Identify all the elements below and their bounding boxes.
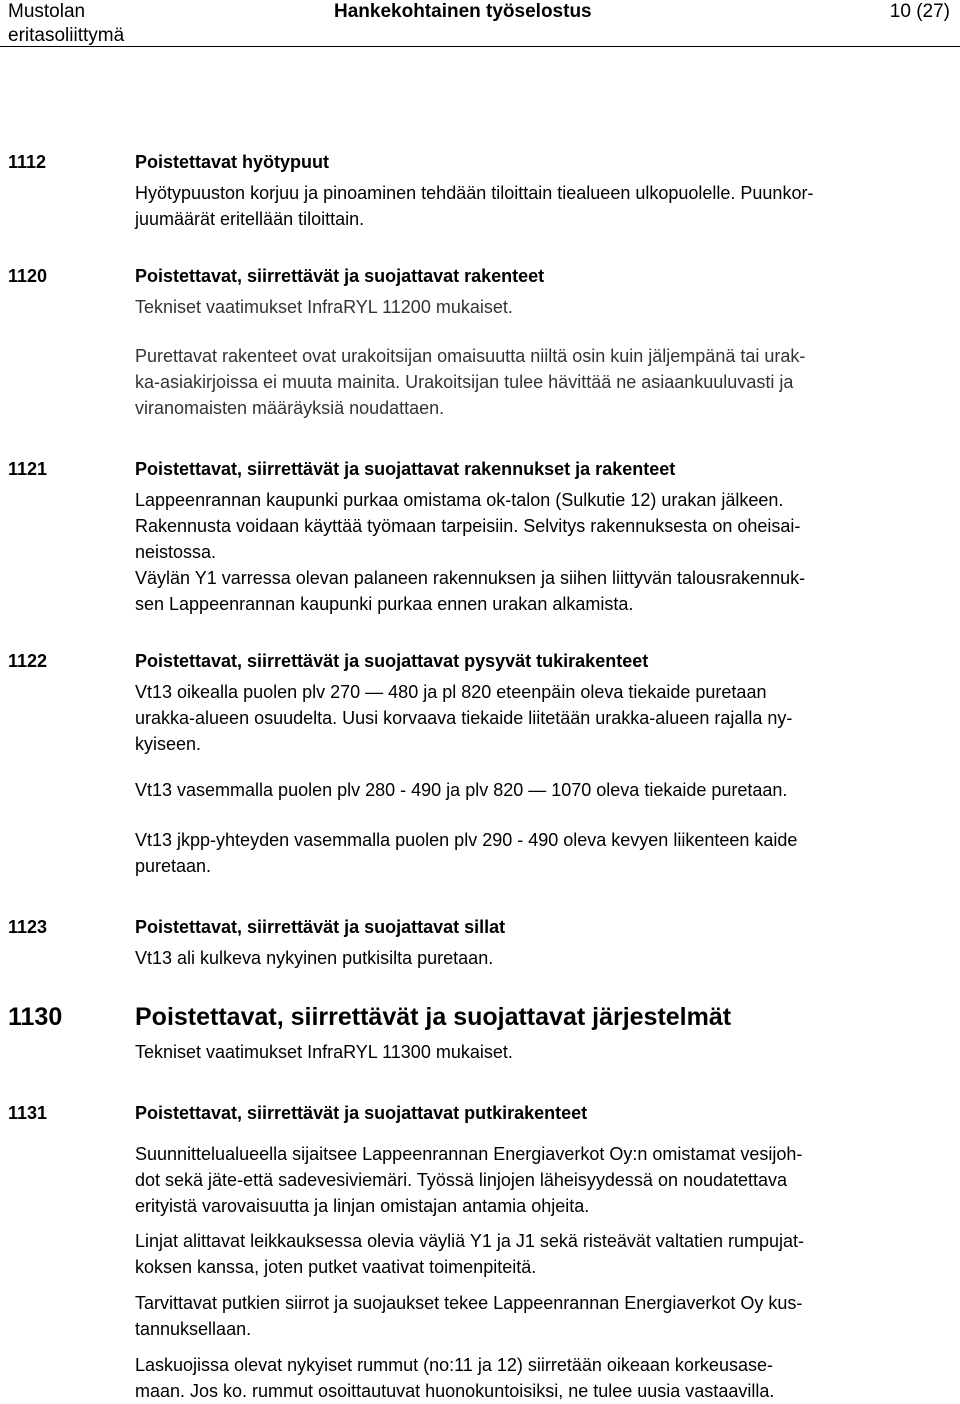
text-line: puretaan. (135, 856, 212, 876)
paragraph (135, 487, 935, 617)
paragraph (135, 777, 935, 803)
text-line: erityistä varovaisuutta ja linjan omistajan antamia ohjeita. (135, 1196, 590, 1216)
text-line: neistossa. (135, 542, 217, 562)
text-line: Vt13 oikealla puolen plv 270 — 480 ja pl 820 eteenpäin oleva tiekaide puretaan (135, 682, 767, 702)
header-org-line1: Mustolan (8, 1, 86, 22)
text-line: Tarvittavat putkien siirrot ja suojaukset tekee Lappeenrannan Energiaverkot Oy kus- (135, 1293, 803, 1313)
section-number: 1130 (8, 1003, 63, 1031)
paragraph (135, 827, 935, 879)
paragraph (135, 945, 935, 971)
section-number: 1122 (8, 651, 48, 671)
text-line: koksen kanssa, joten putket vaativat toimenpiteitä. (135, 1257, 537, 1277)
paragraph (135, 294, 935, 320)
text-line: maan. Jos ko. rummut osoittautuvat huonokuntoisiksi, ne tulee uusia vastaavilla. (135, 1381, 775, 1401)
section-title: Poistettavat hyötypuut (135, 152, 330, 172)
paragraph (135, 1352, 935, 1404)
paragraph (135, 1141, 935, 1219)
header-org-line2: eritasoliittymä (8, 25, 125, 46)
page-header (0, 0, 960, 47)
paragraph (135, 1228, 935, 1280)
section-number: 1131 (8, 1103, 48, 1123)
text-line: viranomaisten määräyksiä noudattaen. (135, 398, 445, 418)
paragraph (135, 180, 935, 232)
section-title: Poistettavat, siirrettävät ja suojattavat rakennukset ja rakenteet (135, 459, 676, 479)
paragraph (135, 679, 935, 757)
section-number: 1112 (8, 152, 47, 172)
section-title: Poistettavat, siirrettävät ja suojattavat pysyvät tukirakenteet (135, 651, 649, 671)
text-line: Lappeenrannan kaupunki purkaa omistama ok-talon (Sulkutie 12) urakan jälkeen. (135, 490, 784, 510)
text-line: Vt13 jkpp-yhteyden vasemmalla puolen plv 290 - 490 oleva kevyen liikenteen kaide (135, 830, 798, 850)
section-title: Poistettavat, siirrettävät ja suojattavat sillat (135, 917, 506, 937)
text-line: Rakennusta voidaan käyttää työmaan tarpeisiin. Selvitys rakennuksesta on oheisai- (135, 516, 801, 536)
text-line: dot sekä jäte-että sadevesiviemäri. Työssä linjojen läheisyydessä on noudatettava (135, 1170, 788, 1190)
text-line: Hyötypuuston korjuu ja pinoaminen tehdään tiloittain tiealueen ulkopuolelle. Puunkor- (135, 183, 814, 203)
section-title: Poistettavat, siirrettävät ja suojattavat putkirakenteet (135, 1103, 588, 1123)
text-line: Väylän Y1 varressa olevan palaneen rakennuksen ja siihen liittyvän talousrakennuk- (135, 568, 806, 588)
text-line: kyiseen. (135, 734, 202, 754)
text-line: urakka-alueen osuudelta. Uusi korvaava tiekaide liitetään urakka-alueen rajalla ny- (135, 708, 793, 728)
text-line: ka-asiakirjoissa ei muuta mainita. Urakoitsijan tulee hävittää ne asiaankuuluvasti ja (135, 372, 794, 392)
header-organization (8, 0, 124, 48)
section-title: Poistettavat, siirrettävät ja suojattavat järjestelmät (135, 1003, 732, 1031)
paragraph (135, 343, 935, 421)
text-line: Purettavat rakenteet ovat urakoitsijan omaisuutta niiltä osin kuin jäljempänä tai urak- (135, 346, 806, 366)
paragraph (135, 1290, 935, 1342)
section-number: 1121 (8, 459, 48, 479)
text-line: Suunnittelualueella sijaitsee Lappeenrannan Energiaverkot Oy:n omistamat vesijoh- (135, 1144, 803, 1164)
section-title: Poistettavat, siirrettävät ja suojattavat rakenteet (135, 266, 545, 286)
section-number: 1123 (8, 917, 48, 937)
text-line: Linjat alittavat leikkauksessa olevia väyliä Y1 ja J1 sekä risteävät valtatien rumpujat- (135, 1231, 805, 1251)
text-line: Tekniset vaatimukset InfraRYL 11300 mukaiset. (135, 1042, 513, 1062)
text-line: tannuksellaan. (135, 1319, 252, 1339)
text-line: Laskuojissa olevat nykyiset rummut (no:11 ja 12) siirretään oikeaan korkeusase- (135, 1355, 773, 1375)
text-line: Vt13 ali kulkeva nykyinen putkisilta puretaan. (135, 948, 494, 968)
text-line: Vt13 vasemmalla puolen plv 280 - 490 ja plv 820 — 1070 oleva tiekaide puretaan. (135, 780, 788, 800)
text-line: sen Lappeenrannan kaupunki purkaa ennen urakan alkamista. (135, 594, 634, 614)
paragraph (135, 1039, 935, 1065)
header-document-title: Hankekohtainen työselostus (334, 1, 592, 22)
header-page-number: 10 (27) (889, 1, 950, 22)
text-line: Tekniset vaatimukset InfraRYL 11200 mukaiset. (135, 297, 513, 317)
section-number: 1120 (8, 266, 48, 286)
text-line: juumäärät eritellään tiloittain. (135, 209, 365, 229)
